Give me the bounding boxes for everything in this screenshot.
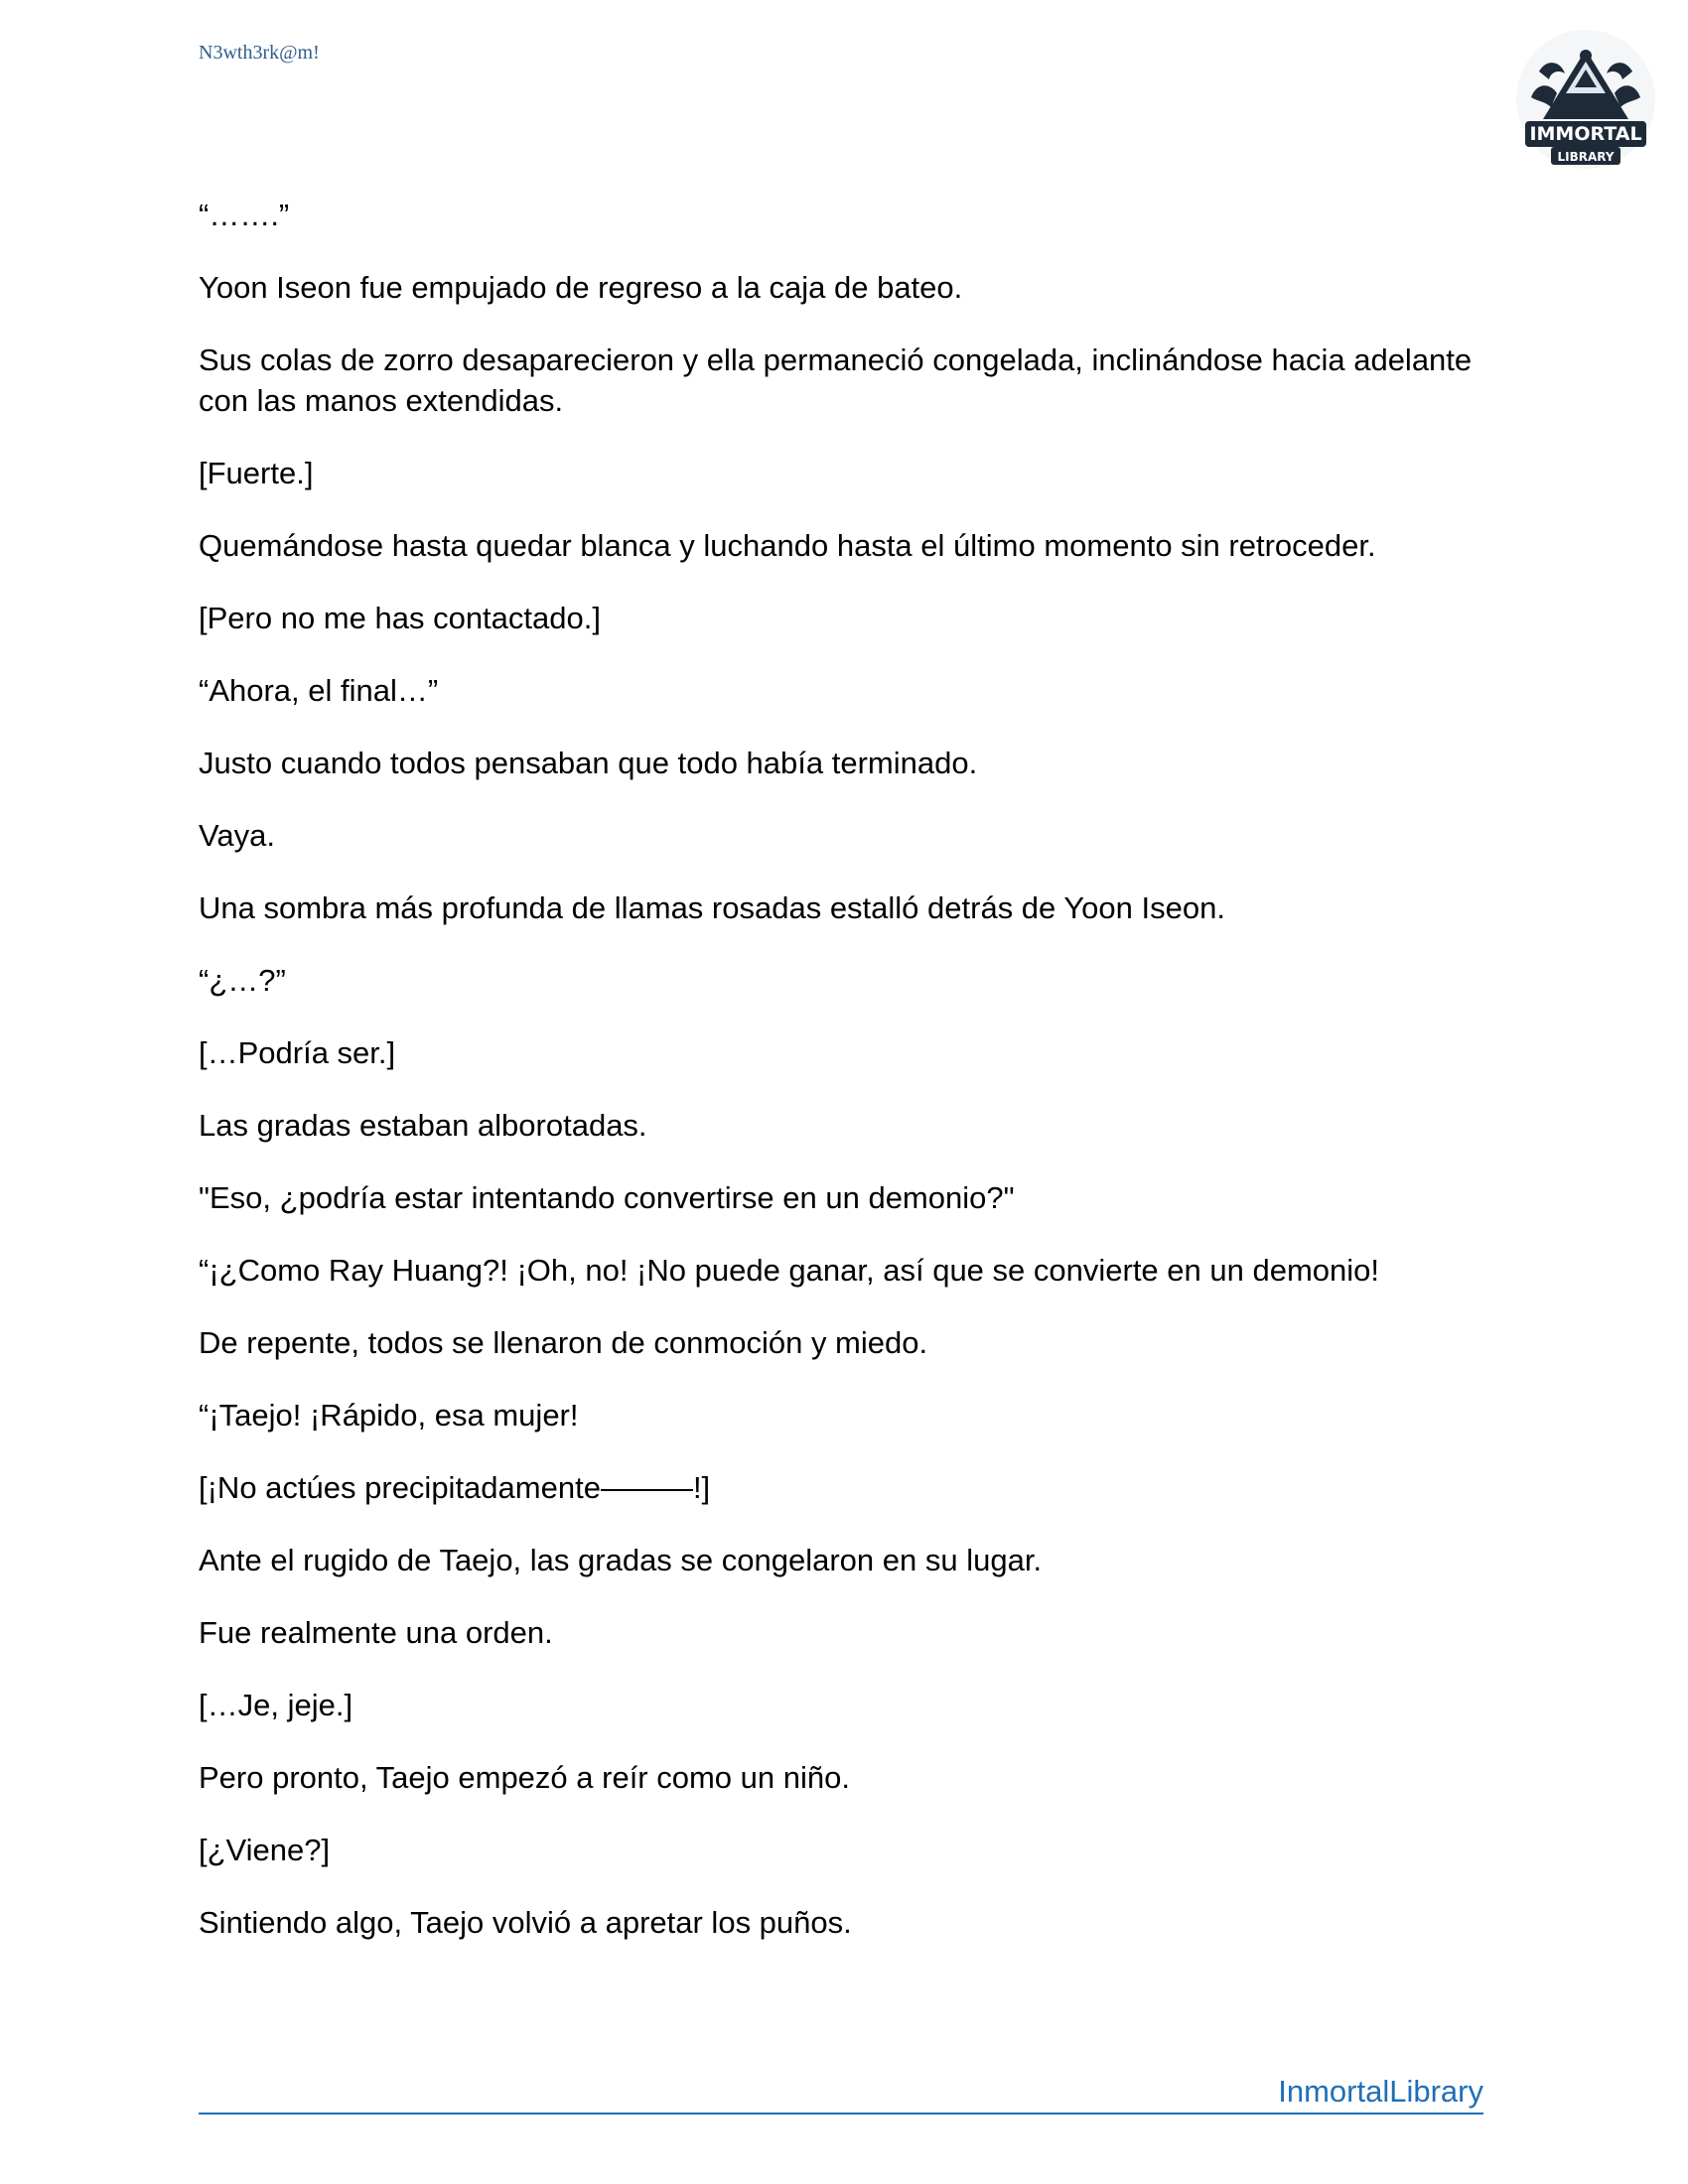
paragraph: “…….” — [199, 198, 290, 232]
paragraph: Pero pronto, Taejo empezó a reír como un niño. — [199, 1760, 850, 1795]
paragraph: Sintiendo algo, Taejo volvió a apretar los puños. — [199, 1905, 852, 1940]
paragraph: […Je, jeje.] — [199, 1688, 353, 1722]
paragraph: Ante el rugido de Taejo, las gradas se congelaron en su lugar. — [199, 1543, 1043, 1577]
logo-emblem-icon — [1511, 28, 1660, 177]
paragraph: [¡No actúes precipitadamente———!] — [199, 1470, 711, 1505]
paragraph: “¡Taejo! ¡Rápido, esa mujer! — [199, 1398, 579, 1433]
logo-line1: IMMORTAL — [1529, 123, 1642, 145]
paragraph: Las gradas estaban alborotadas. — [199, 1108, 647, 1143]
logo-line2: LIBRARY — [1557, 150, 1615, 164]
document-body — [199, 195, 1529, 1975]
paragraph: De repente, todos se llenaron de conmoción y miedo. — [199, 1325, 928, 1360]
paragraph: "Eso, ¿podría estar intentando convertirse en un demonio?" — [199, 1180, 1015, 1215]
paragraph: Una sombra más profunda de llamas rosadas estalló detrás de Yoon Iseon. — [199, 890, 1225, 925]
paragraph: Quemándose hasta quedar blanca y luchando hasta el último momento sin retroceder. — [199, 528, 1376, 563]
paragraph: Sus colas de zorro desaparecieron y ella permaneció congelada, inclinándose hacia adelante con las manos extendidas. — [199, 342, 1480, 418]
paragraph: “¡¿Como Ray Huang?! ¡Oh, no! ¡No puede ganar, así que se convierte en un demonio! — [199, 1253, 1380, 1288]
paragraph: [Pero no me has contactado.] — [199, 601, 601, 635]
paragraph: [¿Viene?] — [199, 1833, 331, 1867]
immortal-library-logo — [1511, 28, 1660, 177]
footer-library-link[interactable]: InmortalLibrary — [1278, 2074, 1483, 2109]
paragraph: Justo cuando todos pensaban que todo había terminado. — [199, 746, 978, 780]
paragraph: [Fuerte.] — [199, 456, 314, 490]
paragraph: “¿…?” — [199, 963, 286, 998]
footer-divider — [199, 2113, 1483, 2115]
paragraph: […Podría ser.] — [199, 1035, 396, 1070]
paragraph: “Ahora, el final…” — [199, 673, 439, 708]
header-watermark: N3wth3rk@m! — [199, 42, 320, 64]
paragraph: Yoon Iseon fue empujado de regreso a la caja de bateo. — [199, 270, 963, 305]
paragraph: Fue realmente una orden. — [199, 1615, 553, 1650]
paragraph: Vaya. — [199, 818, 275, 853]
